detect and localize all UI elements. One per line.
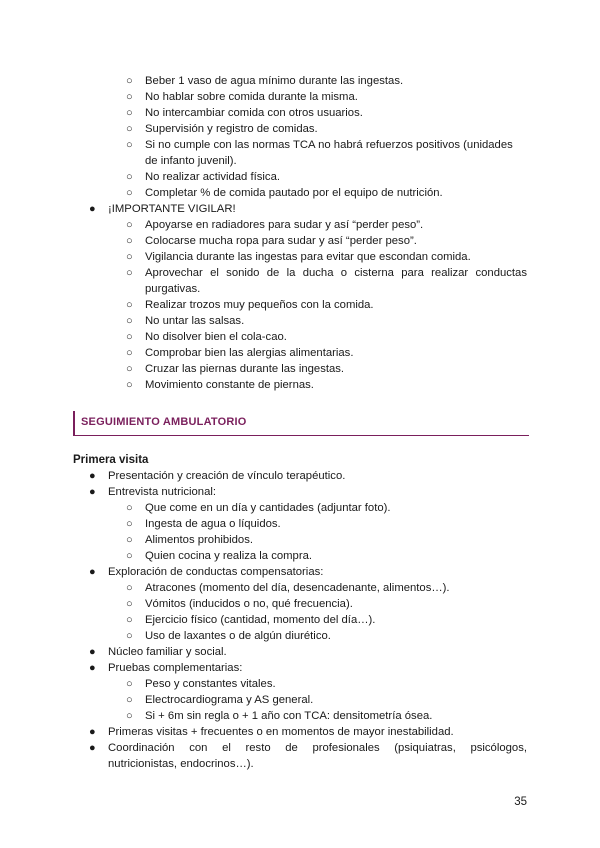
list-bullet: ○ — [126, 518, 133, 530]
list-item: No intercambiar comida con otros usuarios. — [145, 107, 363, 119]
list-item: Ejercicio físico (cantidad, momento del día…). — [145, 614, 376, 626]
section-header — [73, 411, 529, 436]
list-bullet: ● — [89, 470, 96, 482]
list-bullet: ● — [89, 203, 96, 215]
list-bullet: ○ — [126, 678, 133, 690]
list-item: Núcleo familiar y social. — [108, 646, 227, 658]
list-item: Entrevista nutricional: — [108, 486, 216, 498]
list-bullet: ○ — [126, 219, 133, 231]
list-item: Quien cocina y realiza la compra. — [145, 550, 313, 562]
list-item: Cruzar las piernas durante las ingestas. — [145, 363, 345, 375]
list-item: Vigilancia durante las ingestas para evitar que escondan comida. — [145, 251, 471, 263]
list-item: Realizar trozos muy pequeños con la comida. — [145, 299, 374, 311]
list-item: Vómitos (inducidos o no, qué frecuencia). — [145, 598, 353, 610]
list-item: Presentación y creación de vínculo terapéutico. — [108, 470, 346, 482]
list-bullet: ● — [89, 566, 96, 578]
list-bullet: ○ — [126, 235, 133, 247]
list-bullet: ○ — [126, 251, 133, 263]
list-bullet: ○ — [126, 299, 133, 311]
list-bullet: ● — [89, 662, 96, 674]
list-item: Primeras visitas + frecuentes o en momentos de mayor inestabilidad. — [108, 726, 454, 738]
list-bullet: ○ — [126, 598, 133, 610]
list-item: Si + 6m sin regla o + 1 año con TCA: densitometría ósea. — [145, 710, 433, 722]
vigilar-label: ¡IMPORTANTE VIGILAR! — [108, 203, 236, 215]
list-bullet: ○ — [126, 582, 133, 594]
list-item: Que come en un día y cantidades (adjuntar foto). — [145, 502, 391, 514]
list-item-continuation: nutricionistas, endocrinos…). — [108, 758, 254, 770]
list-bullet: ○ — [126, 123, 133, 135]
list-item: Apoyarse en radiadores para sudar y así “perder peso”. — [145, 219, 424, 231]
list-item: No hablar sobre comida durante la misma. — [145, 91, 358, 103]
list-item: Movimiento constante de piernas. — [145, 379, 314, 391]
list-item: Peso y constantes vitales. — [145, 678, 276, 690]
list-bullet: ● — [89, 486, 96, 498]
list-item: Pruebas complementarias: — [108, 662, 243, 674]
page-number: 35 — [514, 796, 527, 808]
list-item: Exploración de conductas compensatorias: — [108, 566, 324, 578]
list-bullet: ○ — [126, 347, 133, 359]
subheading: Primera visita — [73, 454, 149, 466]
list-item: Completar % de comida pautado por el equipo de nutrición. — [145, 187, 443, 199]
list-item: Aprovechar el sonido de la ducha o cisterna para realizar conductas — [145, 267, 527, 279]
list-item: Si no cumple con las normas TCA no habrá refuerzos positivos (unidades — [145, 139, 513, 151]
list-bullet: ○ — [126, 534, 133, 546]
list-bullet: ○ — [126, 267, 133, 279]
list-bullet: ○ — [126, 75, 133, 87]
list-bullet: ○ — [126, 550, 133, 562]
list-item: Alimentos prohibidos. — [145, 534, 254, 546]
list-bullet: ○ — [126, 630, 133, 642]
list-item: No disolver bien el cola-cao. — [145, 331, 287, 343]
section-title: SEGUIMIENTO AMBULATORIO — [81, 416, 247, 428]
list-item: Atracones (momento del día, desencadenante, alimentos…). — [145, 582, 450, 594]
list-bullet: ● — [89, 742, 96, 754]
list-item: Beber 1 vaso de agua mínimo durante las ingestas. — [145, 75, 404, 87]
list-bullet: ○ — [126, 502, 133, 514]
list-bullet: ○ — [126, 315, 133, 327]
list-item: Electrocardiograma y AS general. — [145, 694, 314, 706]
list-item: Comprobar bien las alergias alimentarias. — [145, 347, 354, 359]
list-item-continuation: purgativas. — [145, 283, 201, 295]
list-item-continuation: de infanto juvenil). — [145, 155, 237, 167]
list-bullet: ○ — [126, 331, 133, 343]
list-bullet: ○ — [126, 379, 133, 391]
list-item: No realizar actividad física. — [145, 171, 280, 183]
list-bullet: ○ — [126, 694, 133, 706]
list-item: Ingesta de agua o líquidos. — [145, 518, 281, 530]
list-bullet: ○ — [126, 710, 133, 722]
list-bullet: ○ — [126, 107, 133, 119]
list-item: No untar las salsas. — [145, 315, 245, 327]
list-item: Colocarse mucha ropa para sudar y así “perder peso”. — [145, 235, 417, 247]
list-item: Supervisión y registro de comidas. — [145, 123, 318, 135]
list-bullet: ○ — [126, 614, 133, 626]
list-bullet: ○ — [126, 139, 133, 151]
list-bullet: ● — [89, 646, 96, 658]
list-item: Coordinación con el resto de profesionales (psiquiatras, psicólogos, — [108, 742, 527, 754]
list-bullet: ○ — [126, 91, 133, 103]
list-item: Uso de laxantes o de algún diurético. — [145, 630, 331, 642]
list-bullet: ● — [89, 726, 96, 738]
list-bullet: ○ — [126, 171, 133, 183]
list-bullet: ○ — [126, 187, 133, 199]
list-bullet: ○ — [126, 363, 133, 375]
